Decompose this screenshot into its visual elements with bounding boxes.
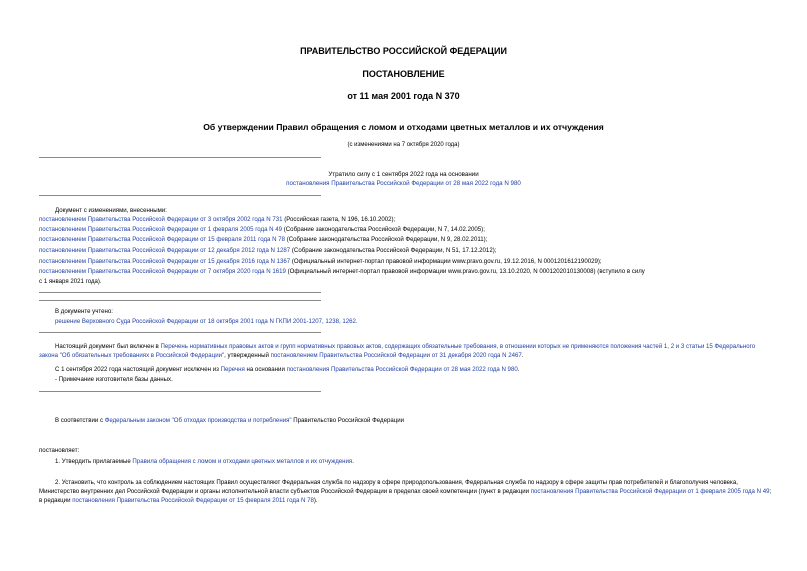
- change-source: (Собрание законодательства Российской Федерации, N 9, 28.02.2011);: [285, 236, 488, 243]
- change-source: (Официальный интернет-портал правовой информации www.pravo.gov.ru, 13.10.2020, N 0001202010130008) (вступило в силу: [285, 268, 645, 275]
- change-item: [39, 257, 602, 266]
- divider: [39, 157, 321, 158]
- change-item: [39, 246, 496, 255]
- expired-text: Утратило силу с 1 сентября 2022 года на основании: [328, 171, 479, 178]
- decides-text: постановляет:: [39, 447, 80, 454]
- change-link[interactable]: постановлением Правительства Российской Федерации от 1 февраля 2005 года N 49: [39, 226, 283, 233]
- government-heading: ПРАВИТЕЛЬСТВО РОССИЙСКОЙ ФЕДЕРАЦИИ: [300, 46, 507, 56]
- item-text: .: [352, 458, 354, 465]
- change-source: (Собрание законодательства Российской Федерации, N 7, 14.02.2005);: [282, 226, 485, 233]
- notice-list-link[interactable]: Перечень нормативных правовых актов и групп нормативных правовых актов, содержащих обязательные требования, в отношении которых не применяются положения частей 1, 2 и 3 статьи 15 Федерального закона "Об обязательных требованиях в Российской Федерации": [39, 343, 756, 360]
- notice-text: .: [517, 366, 520, 373]
- court-decision-link[interactable]: решение Верховного Суда Российской Федерации от 18 октября 2001 года N ГКПИ 2001-1207, 1238, 1262.: [55, 318, 358, 325]
- expired-link[interactable]: постановления Правительства Российской Федерации от 28 мая 2022 года N 980: [286, 180, 521, 187]
- change-link[interactable]: постановлением Правительства Российской Федерации от 3 октября 2002 года N 731: [39, 216, 283, 223]
- amendment-link[interactable]: постановления Правительства Российской Федерации от 1 февраля 2005 года N 49: [530, 488, 770, 496]
- change-item: [39, 267, 645, 276]
- item-text: 1. Утвердить прилагаемые: [55, 458, 133, 465]
- item-1: [55, 457, 354, 466]
- change-link[interactable]: постановлением Правительства Российской Федерации от 15 февраля 2011 года N 78: [39, 236, 285, 243]
- document-date: от 11 мая 2001 года N 370: [347, 91, 460, 101]
- notice-resolution-link[interactable]: постановления Правительства Российской Федерации от 28 мая 2022 года N 980: [286, 366, 518, 373]
- change-item: [39, 215, 395, 224]
- divider: [39, 292, 321, 293]
- change-item-continuation: с 1 января 2021 года).: [39, 278, 102, 285]
- divider: [39, 195, 321, 196]
- federal-law-link[interactable]: Федеральным законом "Об отходах производства и потребления": [104, 417, 292, 424]
- item-text: ).: [313, 497, 318, 505]
- change-source: (Официальный интернет-портал правовой информации www.pravo.gov.ru, 19.12.2016, N 0001201612190029);: [290, 258, 602, 265]
- notice-resolution-link[interactable]: постановлением Правительства Российской Федерации от 31 декабря 2020 года N 2467: [270, 352, 522, 360]
- considered-heading: В документе учтено:: [55, 308, 113, 315]
- notice-text: , утвержденный: [224, 352, 271, 360]
- change-item: [39, 225, 485, 234]
- changes-heading: Документ с изменениями, внесенными:: [55, 207, 167, 214]
- notice-paragraph: [39, 342, 774, 360]
- document-title: Об утверждении Правил обращения с ломом и отходами цветных металлов и их отчуждения: [203, 122, 604, 132]
- item-2: [39, 478, 774, 506]
- intro-paragraph: [55, 416, 404, 425]
- notice-paragraph: [55, 365, 519, 374]
- edition-note: (с изменениями на 7 октября 2020 года): [347, 142, 460, 148]
- change-link[interactable]: постановлением Правительства Российской Федерации от 15 декабря 2016 года N 1367: [39, 258, 291, 265]
- rules-link[interactable]: Правила обращения с ломом и отходами цветных металлов и их отчуждения: [132, 458, 353, 465]
- notice-text: С 1 сентября 2022 года настоящий документ исключен из: [55, 366, 221, 373]
- item-text: 2. Установить, что контроль за соблюдением настоящих Правил осуществляют Федеральная служба по надзору в сфере природопользования, Федеральная служба по надзору в сфере защиты прав потребителей и благополучия человека, Министерство внутренних дел Российской Федерации и органы исполнительной власти субъектов Российской Федерации в пределах своей компетенции (пункт в редакции: [39, 479, 738, 496]
- change-source: (Собрание законодательства Российской Федерации, N 51, 17.12.2012);: [290, 247, 497, 254]
- notice-text: .: [521, 352, 524, 360]
- notice-text: на основании: [244, 366, 287, 373]
- database-note: - Примечание изготовителя базы данных.: [55, 376, 173, 383]
- document-type: ПОСТАНОВЛЕНИЕ: [362, 69, 445, 79]
- change-item: [39, 235, 487, 244]
- divider: [39, 300, 321, 301]
- intro-text: В соответствии с: [55, 417, 105, 424]
- change-source: (Российская газета, N 196, 16.10.2002);: [282, 216, 396, 223]
- item-text: ; в редакции: [39, 488, 772, 505]
- change-link[interactable]: постановлением Правительства Российской Федерации от 7 октября 2020 года N 1619: [39, 268, 286, 275]
- intro-text: Правительство Российской Федерации: [291, 417, 405, 424]
- divider: [39, 332, 321, 333]
- notice-list-link[interactable]: Перечня: [220, 366, 245, 373]
- notice-text: Настоящий документ был включен в: [55, 343, 161, 350]
- amendment-link[interactable]: постановления Правительства Российской Федерации от 15 февраля 2011 года N 78: [72, 497, 314, 505]
- change-link[interactable]: постановлением Правительства Российской Федерации от 12 декабря 2012 года N 1287: [39, 247, 291, 254]
- divider: [39, 391, 321, 392]
